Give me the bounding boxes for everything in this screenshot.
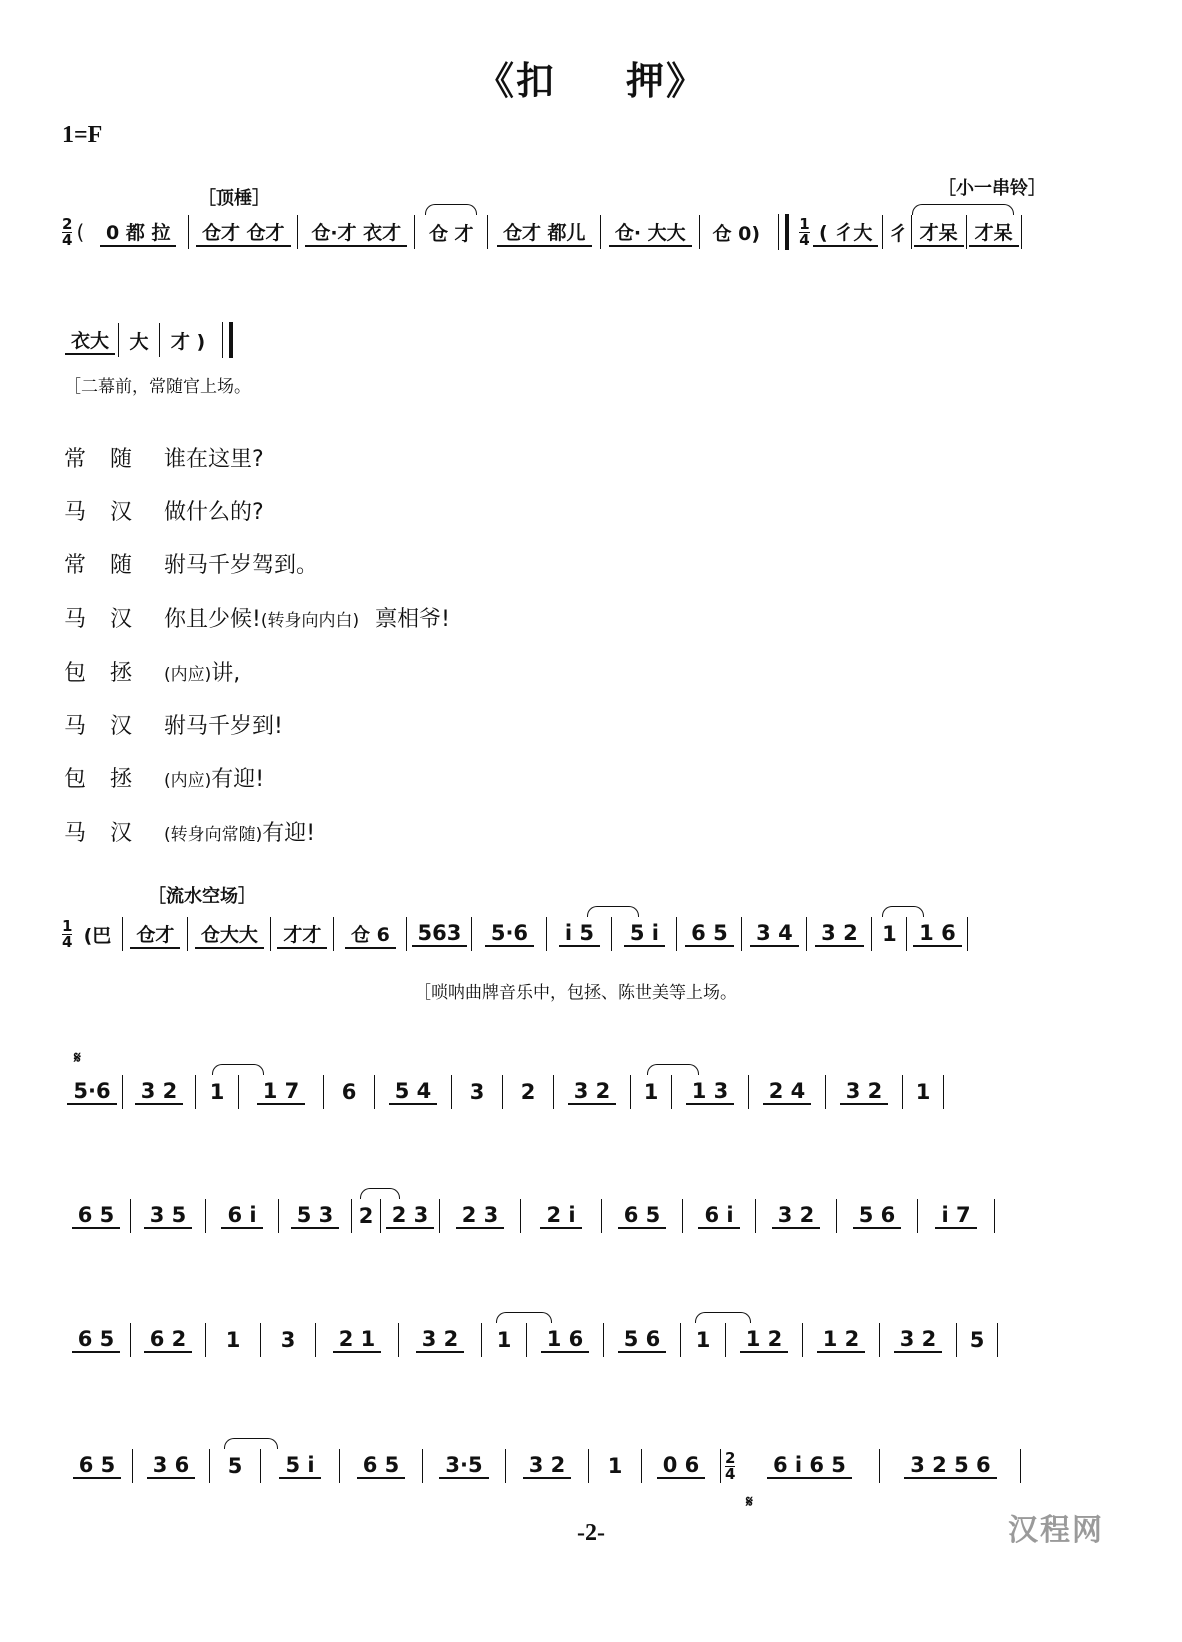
note-group: 5 i xyxy=(624,921,665,947)
text-span: 做什么的? xyxy=(164,500,264,525)
note-group: 仓· 大大 xyxy=(609,218,692,247)
note-group: 3 2 xyxy=(815,921,864,947)
note-group: 2 xyxy=(358,1204,374,1228)
note-group: 1 xyxy=(695,1328,711,1352)
measure xyxy=(62,1196,130,1236)
measure xyxy=(503,1072,553,1112)
text-span: (内应) xyxy=(164,771,212,791)
note-group: 1 xyxy=(882,922,897,946)
text-span: 驸马千岁到! xyxy=(164,714,283,739)
measure xyxy=(452,1072,502,1112)
note-group: 才呆 xyxy=(969,218,1019,247)
text-span: 有迎! xyxy=(211,767,265,792)
note-group: 6 5 xyxy=(357,1453,406,1479)
note-group: 1 xyxy=(209,1080,225,1104)
dialogue-line xyxy=(64,709,283,740)
text-span: 禀相爷! xyxy=(375,607,450,632)
measure xyxy=(602,1196,682,1236)
time-signature-digit: 4 xyxy=(799,230,810,249)
measure xyxy=(334,914,406,954)
time-signature-digit: 4 xyxy=(725,1464,736,1483)
note-group: 2 1 xyxy=(333,1327,382,1353)
measure xyxy=(261,1446,339,1486)
measure xyxy=(700,212,772,252)
measure xyxy=(527,1320,603,1360)
note-group: 1 6 xyxy=(541,1327,590,1353)
note-group: 3 5 xyxy=(144,1203,193,1229)
note-group: 0 6 xyxy=(657,1453,706,1479)
text-span: 讲, xyxy=(211,661,241,686)
measure xyxy=(742,914,806,954)
measure xyxy=(912,212,966,252)
time-signature xyxy=(799,214,810,249)
note-group: 2 3 xyxy=(456,1203,505,1229)
note-group: 2 i xyxy=(540,1203,581,1229)
barline xyxy=(720,1449,721,1483)
measure xyxy=(749,1072,825,1112)
measure xyxy=(423,1446,505,1486)
text-span: 马汉 xyxy=(64,607,157,632)
measure xyxy=(340,1446,422,1486)
note-group: 1 xyxy=(915,1080,931,1104)
text-span: 谁在这里? xyxy=(164,447,264,472)
note-group: 3 2 xyxy=(568,1079,617,1105)
note-group: 3 4 xyxy=(750,921,799,947)
measure xyxy=(803,1320,879,1360)
measure xyxy=(72,914,122,954)
note-group: 1 xyxy=(496,1328,512,1352)
note-group: 3 2 xyxy=(416,1327,465,1353)
measure xyxy=(415,212,487,252)
note-group: 6 xyxy=(341,1080,357,1104)
measure xyxy=(880,1446,1020,1486)
text-span: 马汉 xyxy=(64,500,157,525)
text-span: 有迎! xyxy=(262,821,316,846)
time-signature xyxy=(62,214,73,249)
tie-arc xyxy=(425,204,477,215)
measure xyxy=(612,914,676,954)
note-group: 2 xyxy=(520,1080,536,1104)
score-line-7 xyxy=(62,1446,1072,1486)
measure xyxy=(903,1072,943,1112)
barline xyxy=(994,1199,995,1233)
note-group: 才 ) xyxy=(170,330,206,353)
measure xyxy=(810,212,882,252)
score-line-4 xyxy=(62,1072,1072,1112)
measure xyxy=(239,1072,323,1112)
text-span: 马汉 xyxy=(64,821,157,846)
measure xyxy=(967,212,1021,252)
measure xyxy=(601,212,699,252)
text-span: (转身向内白) xyxy=(260,611,360,631)
measure xyxy=(521,1196,601,1236)
text-span: 押》 xyxy=(626,58,707,103)
measure xyxy=(62,1446,132,1486)
measure xyxy=(131,1320,205,1360)
note-group: 大 xyxy=(129,330,149,353)
note-group: 3 2 xyxy=(523,1453,572,1479)
note-group: 6 5 xyxy=(618,1203,667,1229)
note-group: 1 xyxy=(607,1454,623,1478)
measure xyxy=(807,914,871,954)
note-group: 5 6 xyxy=(618,1327,667,1353)
measure xyxy=(279,1196,351,1236)
measure xyxy=(119,320,159,360)
measure xyxy=(440,1196,520,1236)
note-group: i 5 xyxy=(559,921,600,947)
measure xyxy=(160,320,216,360)
stage-direction: ［二幕前，常随官上场。 xyxy=(64,377,251,397)
note-group: 仓 才 xyxy=(428,222,474,245)
double-barline xyxy=(778,214,789,250)
dialogue-line xyxy=(64,602,450,633)
measure xyxy=(472,914,546,954)
note-group: 6 i xyxy=(698,1203,739,1229)
note-group: 5·6 xyxy=(485,921,534,947)
note-group: 3 xyxy=(469,1080,485,1104)
measure xyxy=(298,212,414,252)
measure xyxy=(589,1446,641,1486)
note-group: 彳 xyxy=(888,222,908,245)
note-group: 3 2 xyxy=(840,1079,889,1105)
measure xyxy=(506,1446,588,1486)
note-group: 5 xyxy=(227,1454,243,1478)
measure xyxy=(324,1072,374,1112)
text-span: 常随 xyxy=(64,553,157,578)
measure xyxy=(554,1072,630,1112)
note-group: 6 5 xyxy=(72,1327,121,1353)
note-group: 3 2 xyxy=(894,1327,943,1353)
dialogue-line xyxy=(64,656,240,687)
note-group: 5 xyxy=(969,1328,985,1352)
measure xyxy=(826,1072,902,1112)
measure xyxy=(316,1320,398,1360)
note-group: 1 3 xyxy=(686,1079,735,1105)
note-group: 1 xyxy=(643,1080,659,1104)
score-line-5 xyxy=(62,1196,1072,1236)
measure xyxy=(188,914,270,954)
note-group: 2 4 xyxy=(763,1079,812,1105)
dialogue-line xyxy=(64,816,315,847)
note-group: 5 4 xyxy=(389,1079,438,1105)
note-group: 1 6 xyxy=(913,921,962,947)
measure xyxy=(604,1320,680,1360)
note-group: 6 5 xyxy=(72,1203,121,1229)
note-group: 563 xyxy=(412,921,468,947)
measure xyxy=(352,1196,380,1236)
note-group: 1 xyxy=(225,1328,241,1352)
measure xyxy=(883,212,911,252)
measure xyxy=(957,1320,997,1360)
score-line-6 xyxy=(62,1320,1072,1360)
note-group: 3 2 xyxy=(772,1203,821,1229)
stage-direction: ［唢呐曲牌音乐中，包拯、陈世美等上场。 xyxy=(414,983,737,1003)
measure xyxy=(918,1196,994,1236)
text-span: 常随 xyxy=(64,447,157,472)
note-group: 5 3 xyxy=(291,1203,340,1229)
measure xyxy=(547,914,611,954)
measure xyxy=(681,1320,725,1360)
time-signature-digit: 4 xyxy=(62,230,73,249)
note-group: 3 2 xyxy=(135,1079,184,1105)
measure xyxy=(271,914,333,954)
measure xyxy=(726,1320,802,1360)
note-group: 5 i xyxy=(279,1453,320,1479)
measure xyxy=(399,1320,481,1360)
barline xyxy=(967,917,968,951)
note-group: 仓大大 xyxy=(195,920,264,949)
measure xyxy=(133,1446,209,1486)
measure xyxy=(672,1072,748,1112)
measure xyxy=(872,914,906,954)
time-signature-digit: 2 xyxy=(725,1448,736,1467)
measure xyxy=(62,320,118,360)
time-signature xyxy=(725,1448,736,1483)
note-group: 1 2 xyxy=(740,1327,789,1353)
note-group: 仓 6 xyxy=(345,920,396,949)
measure xyxy=(642,1446,720,1486)
dialogue-line xyxy=(64,548,318,579)
note-group: ( 彳大 xyxy=(813,218,878,247)
measure xyxy=(210,1446,260,1486)
measure xyxy=(123,914,187,954)
barline xyxy=(997,1323,998,1357)
note-group: 0 都 拉 xyxy=(100,218,176,247)
measure xyxy=(631,1072,671,1112)
note-group: 3 xyxy=(280,1328,296,1352)
measure xyxy=(677,914,741,954)
label-liushui: ［流水空场］ xyxy=(148,886,256,907)
segno-icon: 𝄋 xyxy=(74,1048,81,1067)
measure xyxy=(196,1072,238,1112)
key-signature: 1=F xyxy=(62,122,103,148)
time-signature xyxy=(62,916,73,951)
barline xyxy=(943,1075,944,1109)
text-span: 包拯 xyxy=(64,767,157,792)
barline xyxy=(1020,1449,1021,1483)
note-group: 才才 xyxy=(277,920,327,949)
score-line-2 xyxy=(62,320,282,360)
dialogue-line xyxy=(64,495,264,526)
score-line-1 xyxy=(62,212,1082,252)
page-number: -2- xyxy=(577,1520,605,1546)
note-group: 3 2 5 6 xyxy=(904,1453,996,1479)
time-signature-digit: 1 xyxy=(62,916,73,935)
text-span: 驸马千岁驾到。 xyxy=(164,553,319,578)
measure xyxy=(206,1320,260,1360)
note-group: 3·5 xyxy=(439,1453,488,1479)
note-group: 仓才 都儿 xyxy=(497,218,592,247)
text-span: 包拯 xyxy=(64,661,157,686)
note-group: 仓·才 衣才 xyxy=(305,218,407,247)
note-group: 衣大 xyxy=(65,326,115,355)
measure xyxy=(88,212,188,252)
time-signature-digit: 4 xyxy=(62,932,73,951)
note-group: 5 6 xyxy=(853,1203,902,1229)
dialogue-line xyxy=(64,762,264,793)
measure xyxy=(62,1320,130,1360)
note-group: 6 5 xyxy=(73,1453,122,1479)
note-group: 仓 0) xyxy=(712,222,761,245)
note-group: 6 5 xyxy=(685,921,734,947)
measure xyxy=(837,1196,917,1236)
measure xyxy=(488,212,600,252)
label-dingzhui: ［顶棰］ xyxy=(198,188,270,209)
watermark-logo: 汉程网 xyxy=(1008,1513,1104,1548)
note-group: 6 i xyxy=(221,1203,262,1229)
text-span: 《扣 xyxy=(475,58,556,103)
note-group: (巴 xyxy=(83,924,112,947)
paren: ( xyxy=(76,220,85,244)
measure xyxy=(375,1072,451,1112)
note-group: 5·6 xyxy=(67,1079,116,1105)
measure xyxy=(739,1446,879,1486)
measure xyxy=(756,1196,836,1236)
note-group: 才呆 xyxy=(914,218,964,247)
label-xiaoyichuanling: ［小一串铃］ xyxy=(938,178,1046,199)
text-span: (转身向常随) xyxy=(164,825,263,845)
measure xyxy=(261,1320,315,1360)
note-group: 6 i 6 5 xyxy=(767,1453,852,1479)
note-group: 仓才 xyxy=(130,920,180,949)
note-group: 3 6 xyxy=(147,1453,196,1479)
text-span: (内应) xyxy=(164,665,212,685)
measure xyxy=(683,1196,755,1236)
note-group: 仓才 仓才 xyxy=(196,218,291,247)
page-title xyxy=(0,50,1182,105)
measure xyxy=(381,1196,439,1236)
note-group: 2 3 xyxy=(386,1203,435,1229)
measure xyxy=(206,1196,278,1236)
note-group: i 7 xyxy=(935,1203,976,1229)
barline xyxy=(1021,215,1022,249)
measure xyxy=(407,914,471,954)
text-span: 马汉 xyxy=(64,714,157,739)
measure xyxy=(62,1072,122,1112)
measure xyxy=(131,1196,205,1236)
text-span: 你且少候! xyxy=(164,607,261,632)
note-group: 1 2 xyxy=(817,1327,866,1353)
score-line-3 xyxy=(62,914,1082,954)
measure xyxy=(482,1320,526,1360)
note-group: 1 7 xyxy=(257,1079,306,1105)
measure xyxy=(880,1320,956,1360)
measure xyxy=(189,212,297,252)
measure xyxy=(907,914,967,954)
measure xyxy=(123,1072,195,1112)
dialogue-line xyxy=(64,442,264,473)
time-signature-digit: 1 xyxy=(799,214,810,233)
segno-icon: 𝄋 xyxy=(746,1492,753,1511)
time-signature-digit: 2 xyxy=(62,214,73,233)
double-barline xyxy=(222,322,233,358)
note-group: 6 2 xyxy=(144,1327,193,1353)
